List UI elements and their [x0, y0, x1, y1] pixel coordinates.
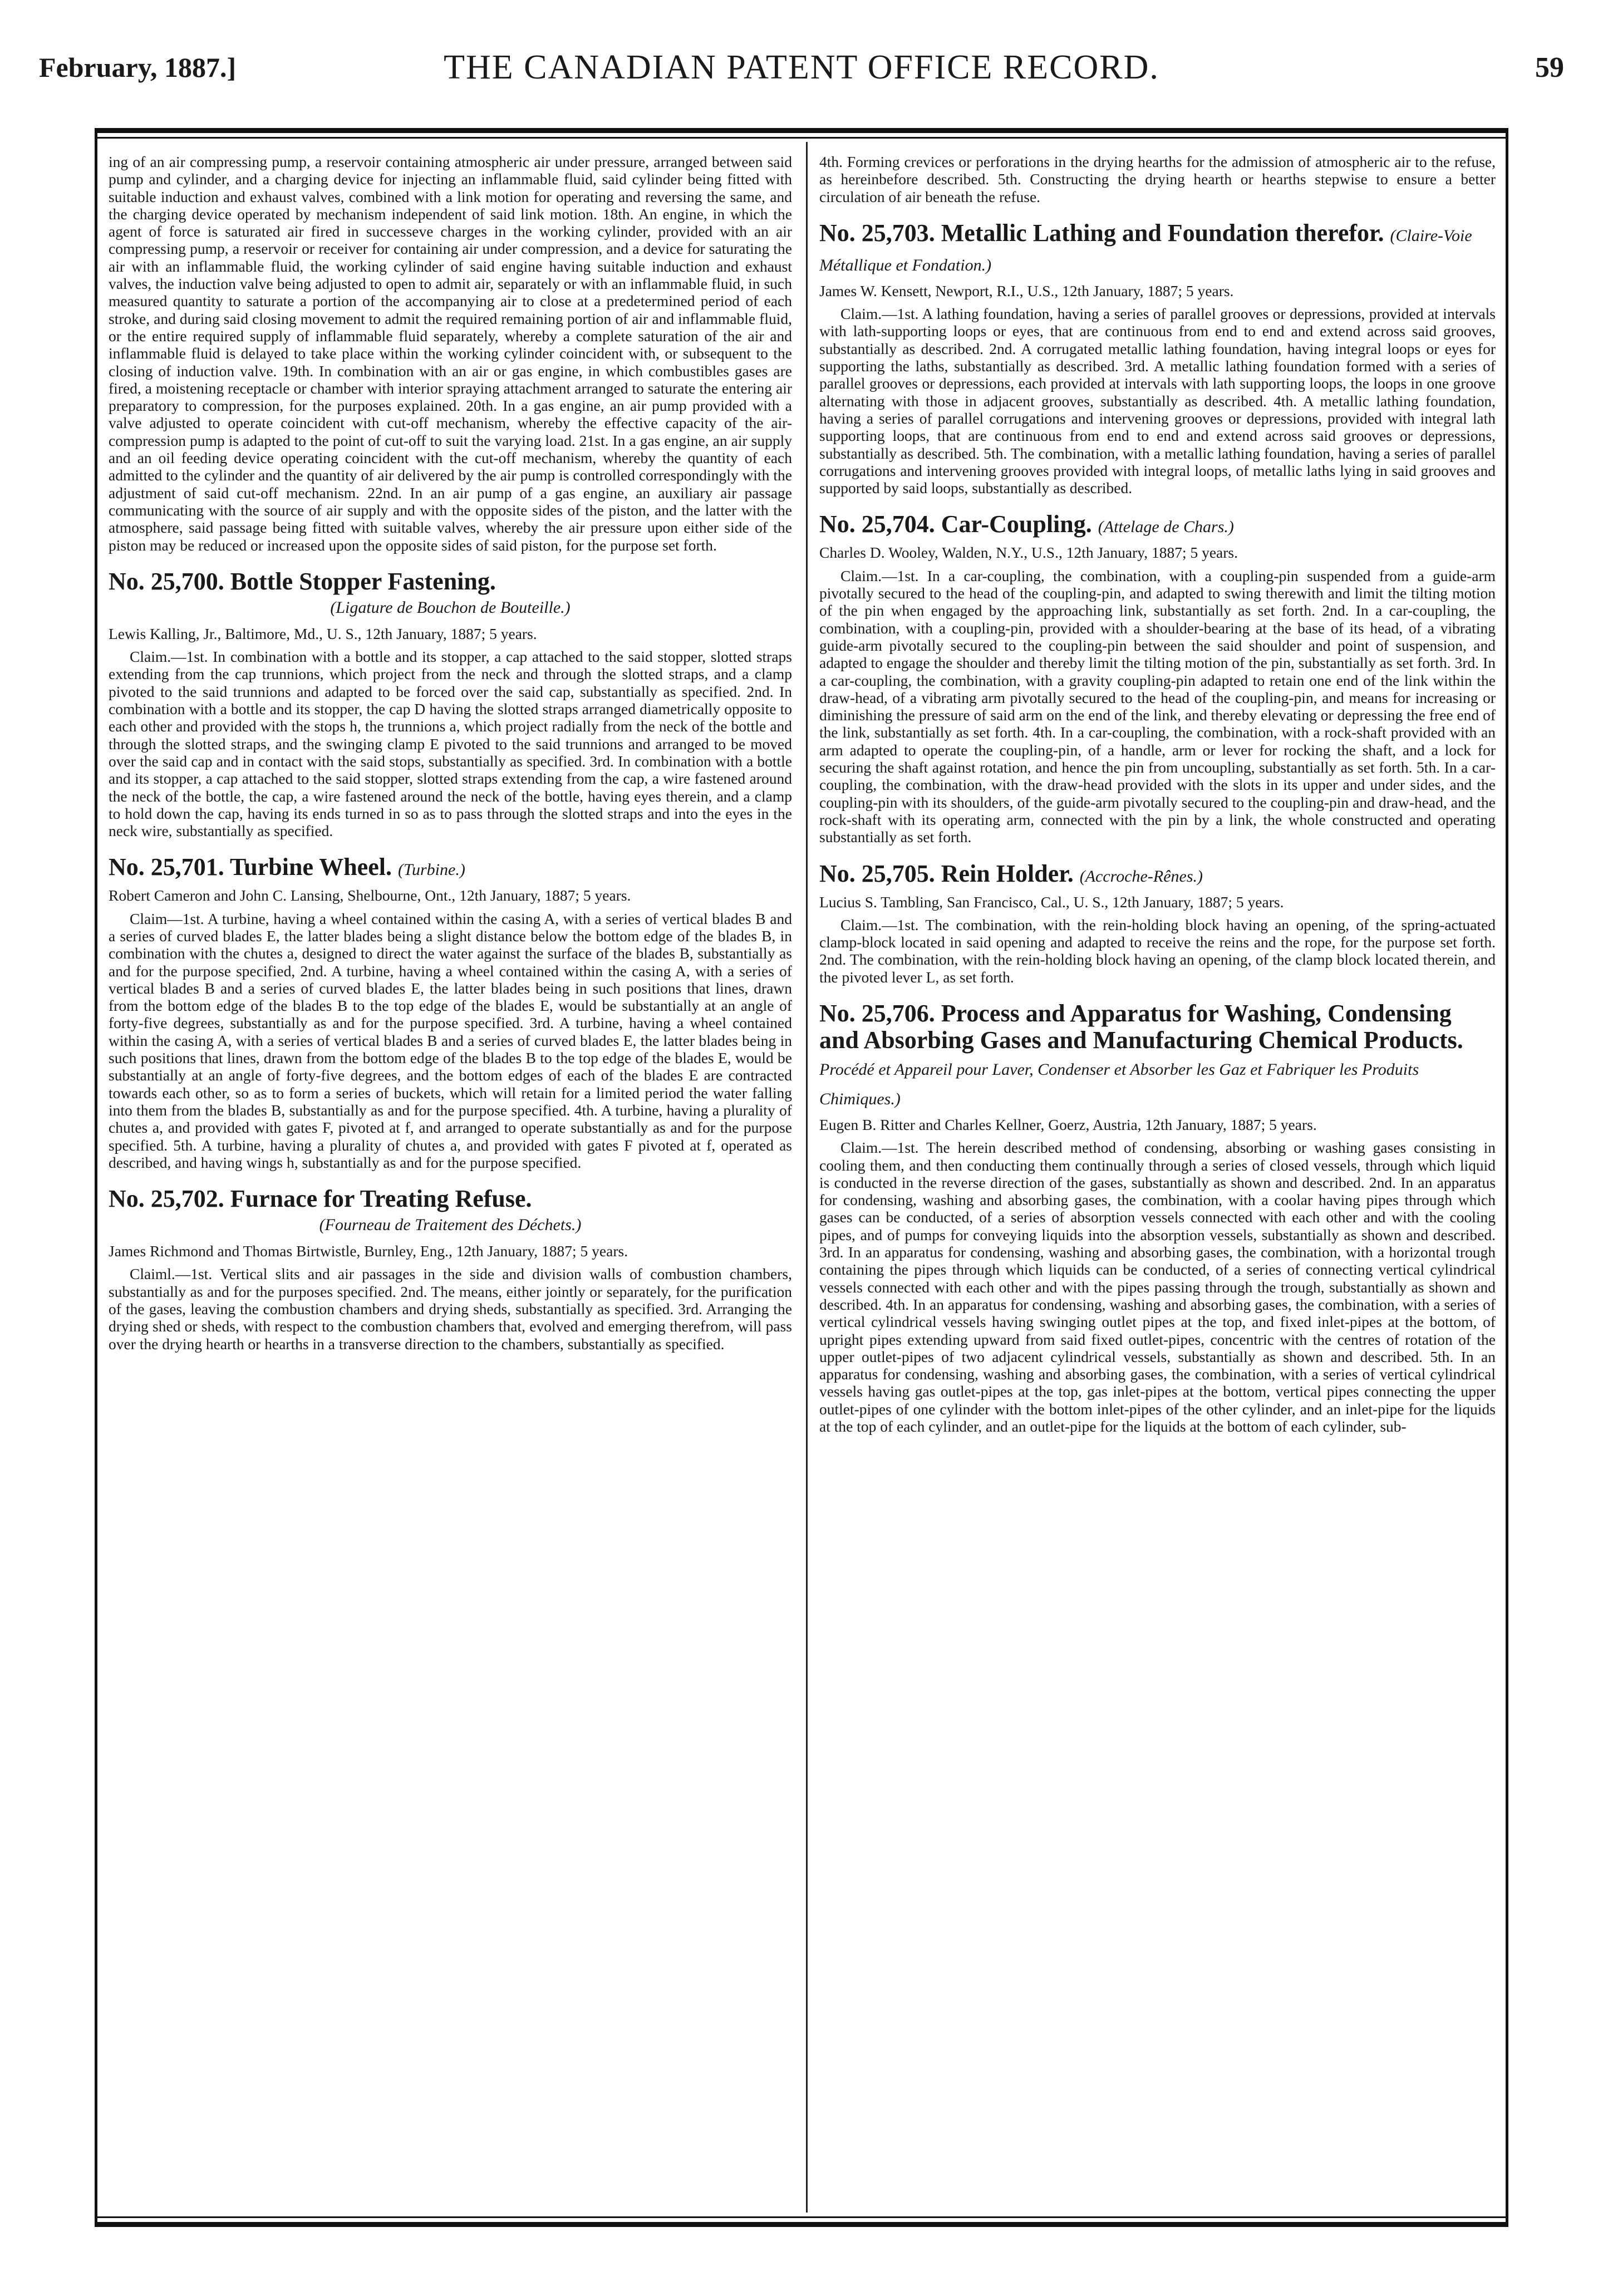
- patent-heading: [109, 1186, 792, 1212]
- frame-top-rule: [95, 128, 1508, 133]
- french-title: (Claire-Voie Métallique et Fondation.): [819, 226, 1472, 274]
- claim-text: Claim—1st. A turbine, having a wheel contained within the casing A, with a series of vertical blades B and a series of curved blades E, the latter blades being a slight distance below the bottom edge of the blades B, in combination with the chutes a, designed to direct the water against the surface of the blades B, substantially as and for the purpose specified, 2nd. A turbine, having a wheel contained within the casing A, with a series of vertical blades B and a series of curved blades E, the latter blades being in such positions that lines, drawn from the bottom edge of the blades B to the top edge of the blades E, would be substantially at an angle of forty-five degrees, substantially as and for the purpose specified. 3rd. A turbine, having a wheel contained within the casing A, with a series of vertical blades B and a series of curved blades E, the latter blades being in such positions that lines, drawn from the bottom edge of the blades B to the top edge of the blades E, would be substantially at an angle of forty-five degrees, and the bottom edges of each of the blades E are contracted towards each other, so as to form a series of buckets, which will retain for a limited period the water falling into them from the blades B, substantially as and for the purpose specified. 4th. A turbine, having a plurality of chutes a, and provided with gates F, pivoted at f, and arranged to operate substantially as and for the purpose specified. 5th. A turbine, having a plurality of chutes a, and provided with gates F pivoted at f, operated as described, and having wings h, substantially as and for the purpose specified.: [109, 909, 792, 1171]
- patent-number: No. 25,703.: [819, 219, 935, 247]
- inventor-line: Robert Cameron and John C. Lansing, Shelbourne, Ont., 12th January, 1887; 5 years.: [109, 887, 631, 904]
- left-column: [109, 153, 792, 2207]
- patent-entry-25703: [819, 220, 1496, 497]
- patent-heading: [819, 511, 1496, 540]
- patent-entry-25700: [109, 568, 792, 840]
- patent-title: Bottle Stopper Fastening.: [230, 567, 496, 595]
- inventor-line: Eugen B. Ritter and Charles Kellner, Goerz, Austria, 12th January, 1887; 5 years.: [819, 1115, 1317, 1133]
- claim-text: Claim.—1st. The combination, with the rein-holding block having an opening, of the spring-actuated clamp-block located in said opening and adapted to receive the reins and the rope, for the purpose set forth. 2nd. The combination, with the rein-holding block having an opening, of the clamp block located therein, and the pivoted lever L, as set forth.: [819, 916, 1496, 986]
- inventor-line: James Richmond and Thomas Birtwistle, Burnley, Eng., 12th January, 1887; 5 years.: [109, 1242, 628, 1260]
- patent-title: Process and Apparatus for Washing, Condensing and Absorbing Gases and Manufacturing Chemical Products.: [819, 999, 1463, 1054]
- patent-heading: [819, 220, 1496, 279]
- patent-title: Rein Holder.: [941, 859, 1074, 887]
- patent-number: No. 25,704.: [819, 510, 935, 538]
- patent-title: Car-Coupling.: [941, 510, 1092, 538]
- patent-heading: [109, 854, 792, 883]
- claim-text: Claim.—1st. In combination with a bottle and its stopper, a cap attached to the said stopper, slotted straps extending from the cap trunnions, which project from the neck and through the slotted straps, and a clamp pivoted to the said trunnions and adapted to be forced over the said cap, substantially as specified. 2nd. In combination with a bottle and its stopper, the cap D having the slotted straps arranged diametrically opposite to each other and provided with the stops h, the trunnions a, which project radially from the neck of the bottle and through the slotted straps, and the swinging clamp E pivoted to the said trunnions and arranged to be moved over the said cap and in contact with the said stops, substantially as specified. 3rd. In combination with a bottle and its stopper, a cap attached to the said stopper, slotted straps extending from the cap, a wire fastened around the neck of the bottle, the cap, a wire fastened around the neck of the bottle, having eyes therein, and a clamp to hold down the cap, having its ends turned in so as to pass through the slotted straps and into the eyes in the neck wire, substantially as specified.: [109, 648, 792, 840]
- french-title: (Attelage de Chars.): [1098, 518, 1234, 537]
- inventor-line: James W. Kensett, Newport, R.I., U.S., 12th January, 1887; 5 years.: [819, 282, 1234, 299]
- patent-entry-25702: [109, 1186, 792, 1353]
- patent-entry-25701: [109, 854, 792, 1171]
- continued-claims: ing of an air compressing pump, a reservoir containing atmospheric air under pressure, arranged between said pump and cylinder, and a charging device for injecting an inflammable fluid, said cylinder being fitted with suitable induction and exhaust valves, combined with a link motion for operating and reversing the same, and the charging device operated by mechanism independent of said link motion. 18th. An engine, in which the agent of force is saturated air fired in successeve charges in the working cylinder, provided with an air compressing pump, a reservoir or receiver for containing air under compression, and a device for saturating the air with an inflammable fluid, the working cylinder of said engine having suitable induction and exhaust valves, the induction valve being adjusted to open to admit air, separately or with an inflammable fluid, in such measured quantity to saturate a portion of the accompanying air to close at a predetermined period of each stroke, and during said closing movement to admit the required remaining portion of air and inflammable fluid, or the entire required supply of inflammable fluid separately, whereby a complete saturation of the air and inflammable fluid is delayed to take place within the working cylinder coincident with, or subsequent to the closing of induction valve. 19th. In combination with an air or gas engine, in which combustibles gases are fired, a moistening receptacle or chamber with interior spraying attachment arranged to saturate the entering air preparatory to compression, for the purposes explained. 20th. In a gas engine, an air pump provided with a valve adjusted to operate coincident with cut-off mechanism, whereby the effective capacity of the air-compression pump is adapted to the point of cut-off to suit the varying load. 21st. In a gas engine, an air supply and an oil feeding device operating coincident with the cut-off mechanism, whereby the quantity of each admitted to the cylinder and the quantity of air delivered by the air pump is controlled correspondingly with the adjustment of said cut-off mechanism. 22nd. In an air pump of a gas engine, an auxiliary air passage communicating with the source of air supply and with the opposite sides of the piston, and the latter with the atmosphere, said passage being fitted with suitable valves, whereby the air pressure upon either side of the piston may be reduced or increased upon the opposite sides of said piston, for the purpose set forth.: [109, 153, 792, 554]
- patent-title: Furnace for Treating Refuse.: [230, 1185, 532, 1213]
- publication-title: THE CANADIAN PATENT OFFICE RECORD.: [444, 48, 1159, 86]
- frame-left-rule: [95, 128, 97, 2227]
- patent-title: Turbine Wheel.: [230, 853, 392, 881]
- inventor-line: Charles D. Wooley, Walden, N.Y., U.S., 12th January, 1887; 5 years.: [819, 544, 1238, 562]
- claim-text: Claim.—1st. The herein described method of condensing, absorbing or washing gases consisting in cooling them, and then conducting them continually through a series of closed vessels, through which liquid is conducted in the reverse direction of the gases, substantially as shown and described. 2nd. In an apparatus for condensing, washing and absorbing gases, the combination, with a coolar having pipes through which gases can be conducted, of a series of absorption vessels connected with each other and with the cooling pipes, and of pumps for conveying liquids into the absorption vessels, substantially as shown and described. 3rd. In an apparatus for condensing, washing and absorbing gases, the combination, with a horizontal trough containing the pipes through which liquids can be conducted, of a series of connecting vertical cylindrical vessels connected with each other and with the pipes passing through the trough, substantially as shown and described. 4th. In an apparatus for condensing, washing and absorbing gases, the combination, with a series of vertical cylindrical vessels having swinging outlet pipes at the top, and fixed inlet-pipes at the bottom, of upright pipes extending upward from said fixed outlet-pipes, concentric with the centres of rotation of the upper outlet-pipes of two adjacent cylindrical vessels, substantially as shown and described. 5th. In an apparatus for condensing, washing and absorbing gases, the combination, with a series of vertical cylindrical vessels having gas outlet-pipes at the top, gas inlet-pipes at the bottom, vertical pipes connecting the upper outlet-pipes of one cylinder with the bottom inlet-pipes of the other cylinder, and an inlet-pipe for the liquids at the top of each cylinder, and an outlet-pipe for the liquids at the bottom of each cylinder, sub-: [819, 1139, 1496, 1435]
- patent-entry-25705: [819, 861, 1496, 986]
- frame-right-rule: [1506, 128, 1508, 2227]
- inventor-line: Lucius S. Tambling, San Francisco, Cal., U. S., 12th January, 1887; 5 years.: [819, 893, 1284, 911]
- patent-entry-25704: [819, 511, 1496, 845]
- running-head: [39, 48, 1564, 96]
- right-column: [819, 153, 1496, 2207]
- patent-heading: [109, 568, 792, 595]
- patent-heading: [819, 861, 1496, 890]
- patent-title: Metallic Lathing and Foundation therefor.: [941, 219, 1384, 247]
- patent-entry-25706: [819, 1000, 1496, 1435]
- patent-number: No. 25,702.: [109, 1185, 224, 1213]
- claim-text: Claim.—1st. A lathing foundation, having a series of parallel grooves or depressions, provided at intervals with lath-supporting loops or eyes, that are continuous from end to end and extend across said grooves, substantially as described. 2nd. A corrugated metallic lathing foundation, having integral loops or eyes for supporting the laths, substantially as described. 3rd. A metallic lathing foundation formed with a series of parallel grooves or depressions, each provided at intervals with lath supporting loops, the loops in one groove alternating with those in adjacent grooves, substantially as described. 4th. A metallic lathing foundation, having a series of parallel corrugations and intervening grooves or depressions, provided with integral lath supporting loops, that are continuous from end to end and extend across said grooves or depressions, substantially as described. 5th. The combination, with a metallic lathing foundation, having a series of parallel corrugations and intervening grooves provided with integral loops, of metallic laths lying in said grooves and supported by said loops, substantially as described.: [819, 305, 1496, 497]
- frame-top-rule-thin: [95, 137, 1508, 139]
- patent-number: No. 25,706.: [819, 999, 935, 1027]
- frame-bottom-rule-thin: [95, 2216, 1508, 2218]
- continued-claims: 4th. Forming crevices or perforations in the drying hearths for the admission of atmospheric air to the refuse, as hereinbefore described. 5th. Constructing the drying hearth or hearths stepwise to ensure a better circulation of air beneath the refuse.: [819, 153, 1496, 205]
- french-title: (Turbine.): [397, 861, 465, 879]
- patent-number: No. 25,701.: [109, 853, 224, 881]
- page-number: 59: [1535, 52, 1564, 83]
- patent-number: No. 25,705.: [819, 859, 935, 887]
- claim-text: Claiml.—1st. Vertical slits and air passages in the side and division walls of combustion chambers, substantially as and for the purposes specified. 2nd. The means, either jointly or separately, for the purification of the gases, leaving the combustion chambers and drying sheds, substantially as specified. 3rd. Arranging the drying shed or sheds, with respect to the combustion chambers that, evolved and emerging therefrom, will pass over the drying hearth or hearths in a transverse direction to the chambers, substantially as specified.: [109, 1265, 792, 1353]
- french-title: (Fourneau de Traitement des Déchets.): [319, 1216, 582, 1235]
- french-title: (Ligature de Bouchon de Bouteille.): [330, 598, 571, 617]
- french-title: (Accroche-Rênes.): [1079, 867, 1203, 886]
- french-title: Procédé et Appareil pour Laver, Condenser et Absorber les Gaz et Fabriquer les Produits Chimiques.): [819, 1060, 1419, 1108]
- issue-date: February, 1887.]: [39, 52, 237, 83]
- frame-bottom-rule: [95, 2222, 1508, 2227]
- column-divider: [806, 142, 808, 2213]
- patent-heading: [819, 1000, 1496, 1113]
- inventor-line: Lewis Kalling, Jr., Baltimore, Md., U. S., 12th January, 1887; 5 years.: [109, 625, 537, 642]
- patent-number: No. 25,700.: [109, 567, 224, 595]
- claim-text: Claim.—1st. In a car-coupling, the combination, with a coupling-pin suspended from a guide-arm pivotally secured to the head of the coupling-pin, and adapted to swing therewith and limit the tilting motion of the pin when engaged by the approaching link, substantially as set forth. 2nd. In a car-coupling, the combination, with a coupling-pin, provided with a shoulder-bearing at the base of its head, of a vibrating guide-arm pivotally secured to the coupling-pin between the said shoulder and point of suspension, and adapted to engage the shoulder and thereby limit the tilting motion of the pin, substantially as set forth. 3rd. In a car-coupling, the combination, with a gravity coupling-pin adapted to retain one end of the link within the draw-head, of a vibrating arm pivotally secured to the head of the coupling-pin, and means for increasing or diminishing the pressure of said arm on the end of the link, and thereby elevating or depressing the free end of the link, substantially as set forth. 4th. In a car-coupling, the combination, with a rock-shaft provided with an arm adapted to operate the coupling-pin, of a handle, arm or lever for rocking the shaft, and a lock for securing the shaft against rotation, and hence the pin from uncoupling, substantially as set forth. 5th. In a car-coupling, the combination, with the draw-head provided with the slots in its upper and under sides, and the coupling-pin with its shoulders, of the guide-arm pivotally secured to the coupling-pin and draw-head, and the rock-shaft with its operating arm, connected with the pin by a link, the whole constructed and operating substantially as set forth.: [819, 567, 1496, 846]
